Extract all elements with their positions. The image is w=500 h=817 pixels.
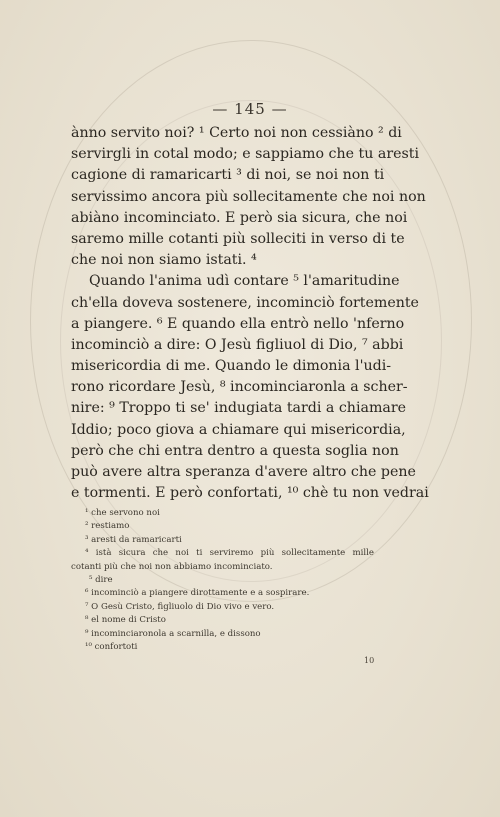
text-line: e tormenti. E però confortati, ¹⁰ chè tu non vedrai [71,485,429,502]
footnote: ¹⁰ confortoti [85,641,138,652]
text-line: Iddio; poco giova a chiamare qui misericordia, [71,421,406,438]
text-line: che noi non siamo istati. ⁴ [71,252,257,269]
footnote: ⁵ dire [89,574,113,585]
text-line: misericordia di me. Quando le dimonia l'udi- [71,358,392,375]
text-line: cagione di ramaricarti ³ di noi, se noi non ti [71,167,385,184]
footnote: ⁸ el nome di Cristo [85,615,166,626]
text-line: ànno servito noi? ¹ Certo noi non cessiàno ² di [71,125,402,141]
text-line: nire: ⁹ Troppo ti se' indugiata tardi a chiamare [71,400,407,417]
printer-signature-mark: 10 [364,656,375,665]
text-line: può avere altra speranza d'avere altro che pene [71,464,416,480]
text-line: rono ricordare Jesù, ⁸ incominciaronla a scher- [71,379,408,396]
footnote: ⁹ incominciaronola a scarnilla, e dissono [85,628,261,639]
text-line: servirgli in cotal modo; e sappiamo che tu aresti [71,146,420,163]
text-line: però che chi entra dentro a questa soglia non [71,442,399,459]
footnote: ⁷ O Gesù Cristo, figliuolo di Dio vivo e vero. [85,601,275,612]
footnote: ¹ che servono noi [85,508,160,518]
footnote: ² restiamo [85,521,130,532]
text-line: saremo mille cotanti più solleciti in verso di te [71,230,405,247]
text-line: servissimo ancora più sollecitamente che noi non [71,188,426,205]
footnote-continuation: cotanti più che noi non abbiamo incominciato. [71,561,273,572]
footnote: ⁴ istà sicura che noi ti serviremo più sollecitamente mille [85,548,374,559]
text-line: ch'ella doveva sostenere, incominciò fortemente [71,294,419,311]
footnote: ⁶ incominciò a piangere dirottamente e a sospirare. [85,588,310,599]
footnote: ³ aresti da ramaricarti [85,534,182,545]
body-text [71,123,429,504]
text-line: incominciò a dire: O Jesù figliuol di Dio, ⁷ abbi [71,336,404,353]
footnotes [71,507,374,654]
text-line: abiàno incominciato. E però sia sicura, che noi [71,209,408,226]
page-number: — 145 — [212,100,288,118]
text-line: a piangere. ⁶ E quando ella entrò nello 'nferno [71,315,405,332]
text-line: Quando l'anima udì contare ⁵ l'amaritudine [89,273,400,290]
